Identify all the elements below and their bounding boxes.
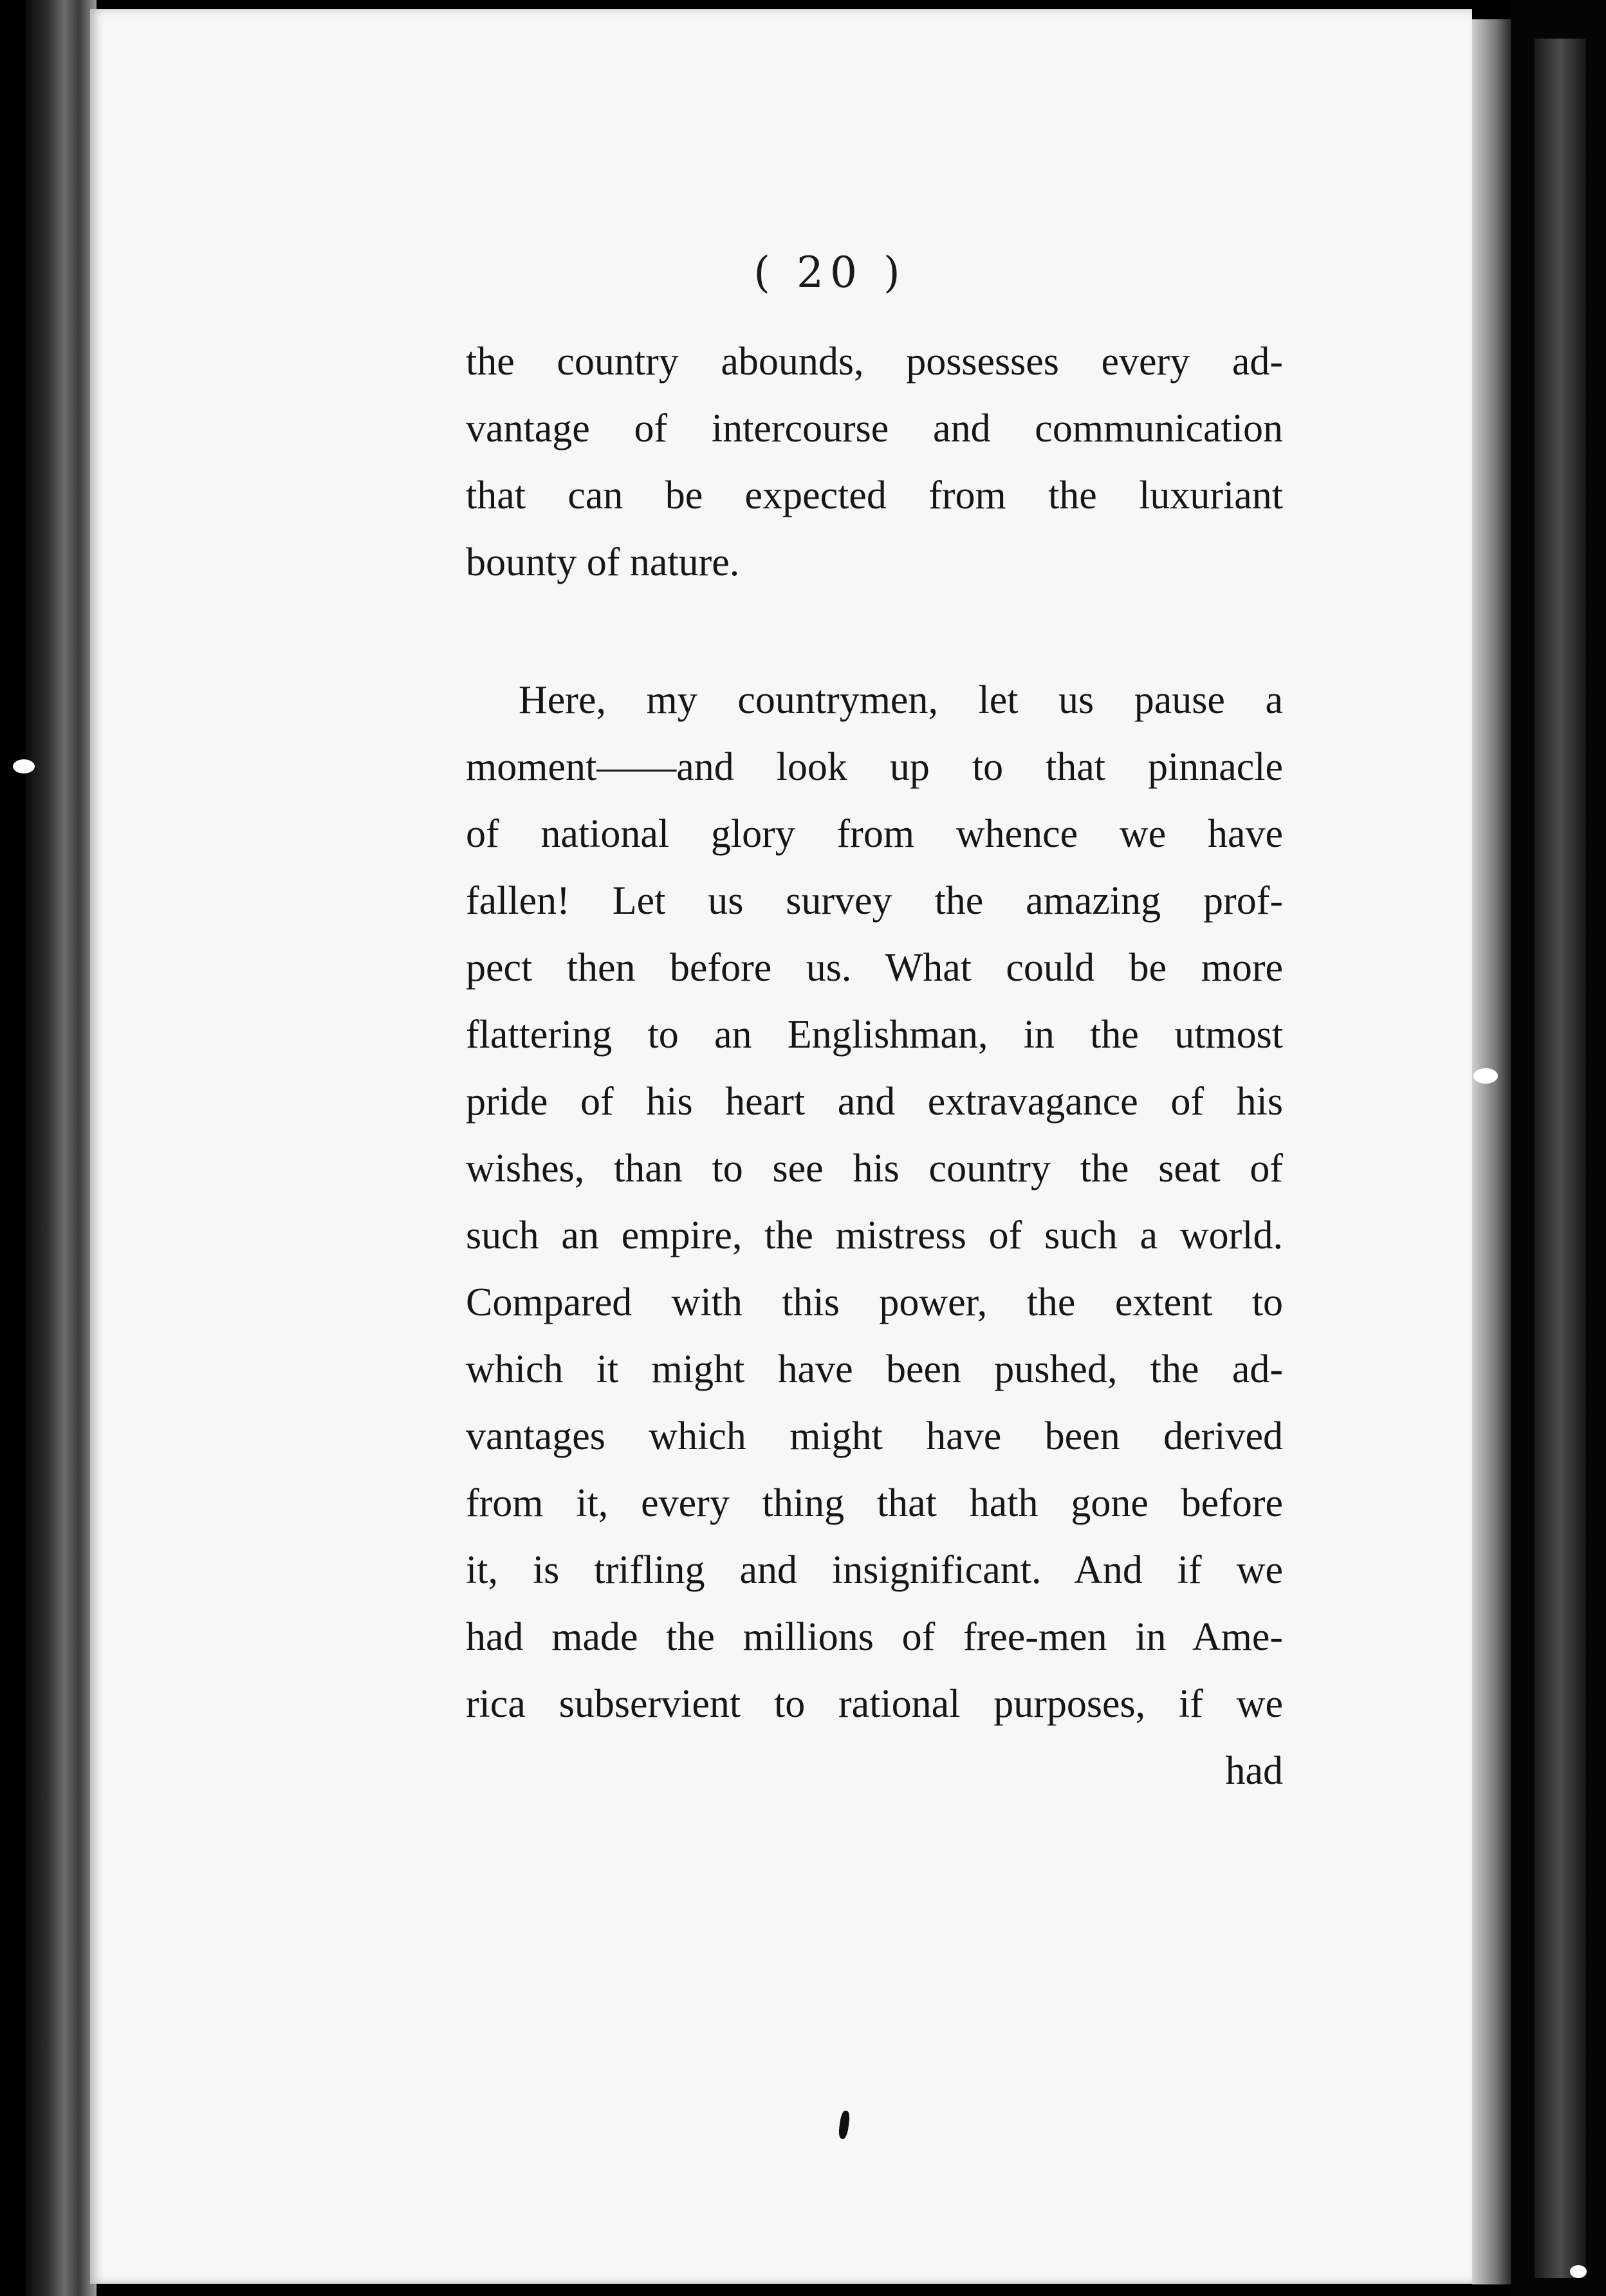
text-line: that can be expected from the luxuriant — [466, 474, 1283, 517]
text-line: vantage of intercourse and communication — [466, 407, 1283, 450]
catchword: had — [1225, 1749, 1283, 1793]
book-spine — [26, 0, 97, 2296]
text-line: fallen! Let us survey the amazing prof- — [466, 879, 1283, 923]
text-line: had made the millions of free-men in Ame- — [466, 1615, 1283, 1659]
text-line: from it, every thing that hath gone before — [466, 1481, 1283, 1525]
text-line: such an empire, the mistress of such a world. — [466, 1214, 1283, 1257]
text-line: it, is trifling and insignificant. And if we — [466, 1548, 1283, 1592]
text-line: flattering to an Englishman, in the utmost — [466, 1013, 1283, 1057]
text-line: wishes, than to see his country the seat of — [466, 1147, 1283, 1190]
facing-leaf-strip — [1535, 39, 1586, 2278]
text-line: Here, my countrymen, let us pause a — [519, 678, 1283, 722]
text-line: moment——and look up to that pinnacle — [466, 745, 1283, 789]
text-line: Compared with this power, the extent to — [466, 1281, 1283, 1324]
page-number: ( 20 ) — [753, 248, 907, 297]
body-text — [466, 328, 1283, 1804]
text-line: pect then before us. What could be more — [466, 946, 1283, 990]
text-line: rica subservient to rational purposes, if we — [466, 1682, 1283, 1726]
dust-speck — [1570, 2265, 1587, 2278]
dust-speck — [13, 759, 35, 773]
dust-speck — [1473, 1068, 1498, 1084]
text-line: bounty of nature. — [466, 541, 740, 584]
text-line: pride of his heart and extravagance of his — [466, 1080, 1283, 1124]
text-line: vantages which might have been derived — [466, 1414, 1283, 1458]
facing-leaf-edge — [1472, 19, 1511, 2284]
text-line: the country abounds, possesses every ad- — [466, 340, 1283, 384]
text-line: of national glory from whence we have — [466, 812, 1283, 856]
text-line: which it might have been pushed, the ad- — [466, 1347, 1283, 1391]
paragraph-gap — [466, 596, 1283, 667]
